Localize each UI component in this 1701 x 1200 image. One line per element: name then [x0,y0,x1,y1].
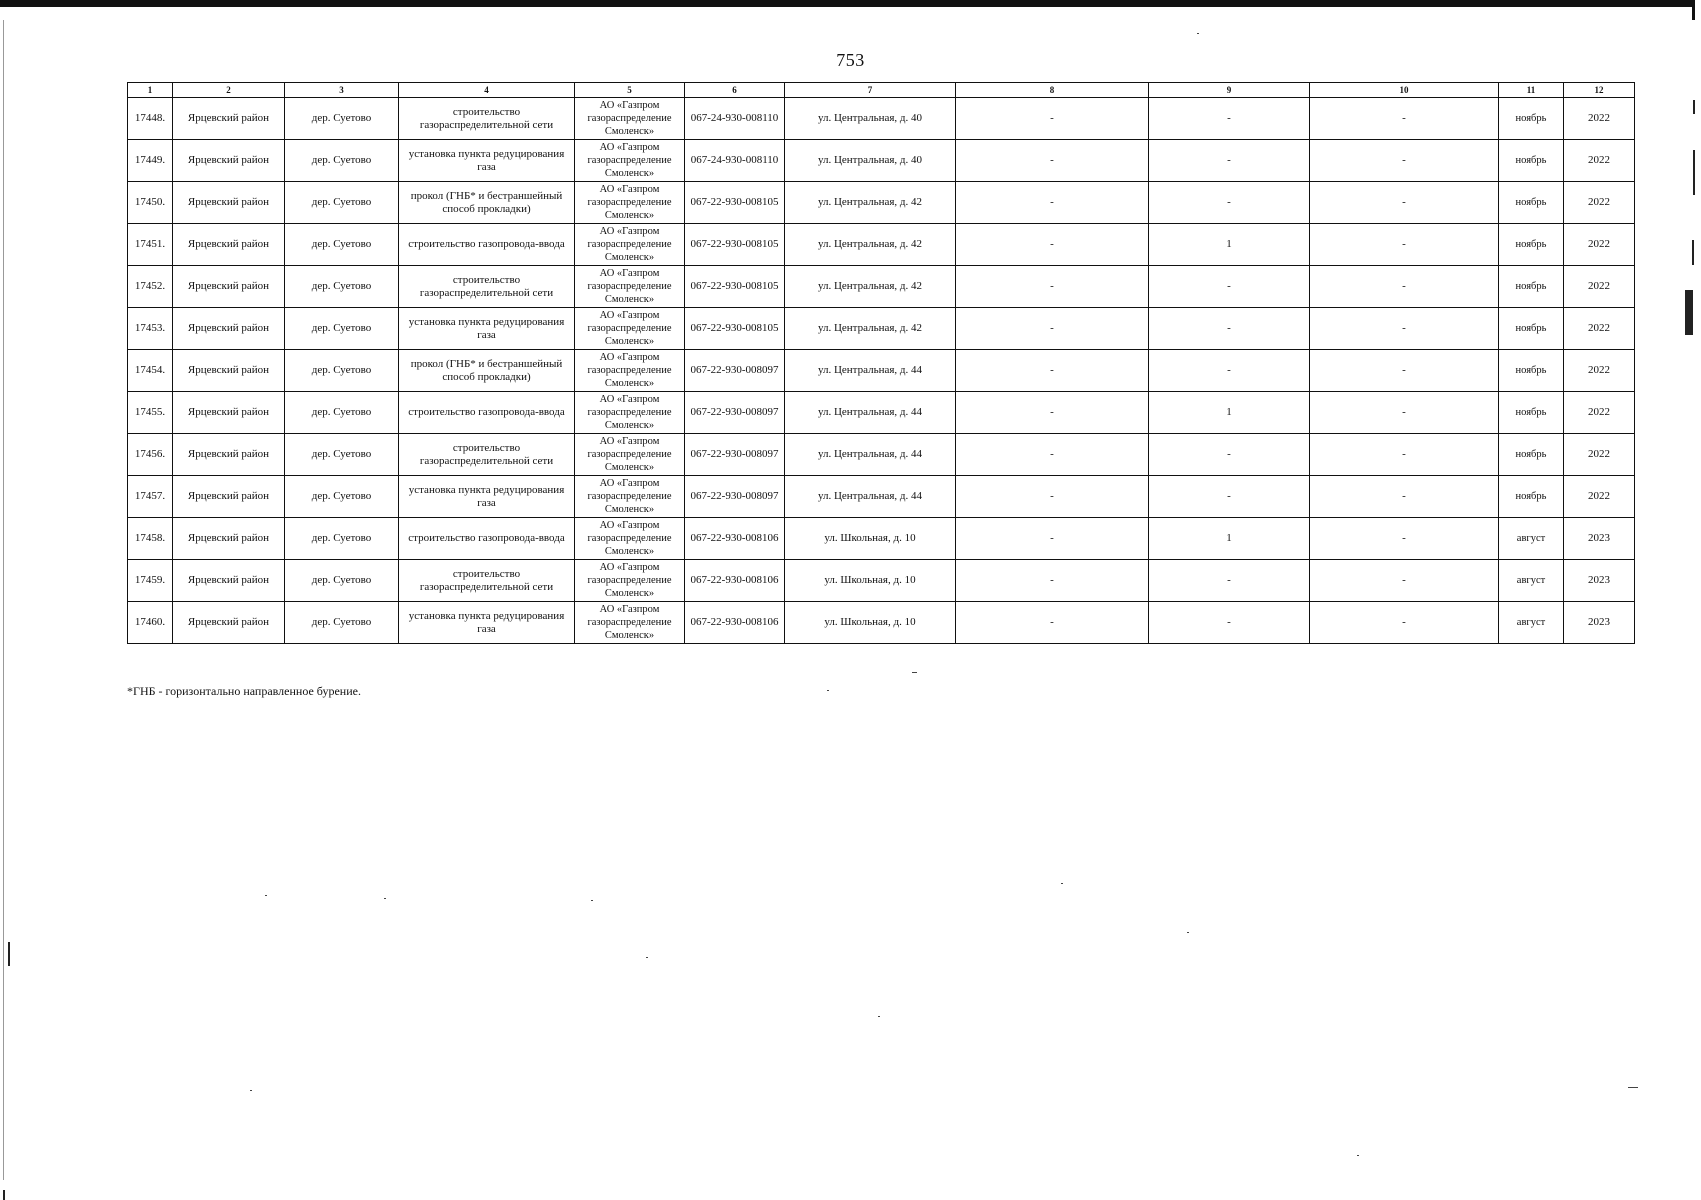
column-number-row [128,83,1635,98]
col9-cell: 1 [1149,224,1310,266]
object-code-cell: 067-22-930-008097 [685,434,785,476]
column-header: 12 [1564,83,1635,98]
col10-cell: - [1310,224,1499,266]
row-number-cell: 17453. [128,308,173,350]
table-row [128,266,1635,308]
col9-cell: - [1149,560,1310,602]
col10-cell: - [1310,182,1499,224]
district-cell: Ярцевский район [173,392,285,434]
table-row [128,518,1635,560]
district-cell: Ярцевский район [173,560,285,602]
work-type-cell: установка пункта редуцирования газа [399,308,575,350]
year-cell: 2023 [1564,602,1635,644]
register-table [127,82,1635,644]
month-cell: ноябрь [1499,224,1564,266]
district-cell: Ярцевский район [173,476,285,518]
column-header: 9 [1149,83,1310,98]
month-cell: ноябрь [1499,392,1564,434]
row-number-cell: 17455. [128,392,173,434]
table-row [128,308,1635,350]
col8-cell: - [956,602,1149,644]
scan-speck [1628,1087,1638,1088]
column-header: 3 [285,83,399,98]
work-type-cell: строительство газораспределительной сети [399,434,575,476]
scan-speck [878,1016,880,1017]
address-cell: ул. Школьная, д. 10 [785,602,956,644]
top-border-rule [0,0,1695,7]
locality-cell: дер. Суетово [285,224,399,266]
organization-cell: АО «Газпром газораспределение Смоленск» [575,518,685,560]
col9-cell: - [1149,266,1310,308]
locality-cell: дер. Суетово [285,182,399,224]
scan-speck [646,957,648,958]
column-header: 4 [399,83,575,98]
organization-cell: АО «Газпром газораспределение Смоленск» [575,392,685,434]
col9-cell: 1 [1149,518,1310,560]
organization-cell: АО «Газпром газораспределение Смоленск» [575,182,685,224]
column-header: 6 [685,83,785,98]
row-number-cell: 17448. [128,98,173,140]
district-cell: Ярцевский район [173,308,285,350]
district-cell: Ярцевский район [173,518,285,560]
column-header: 10 [1310,83,1499,98]
address-cell: ул. Центральная, д. 44 [785,392,956,434]
object-code-cell: 067-22-930-008097 [685,392,785,434]
scan-speck [265,895,267,896]
district-cell: Ярцевский район [173,266,285,308]
year-cell: 2022 [1564,476,1635,518]
col10-cell: - [1310,476,1499,518]
district-cell: Ярцевский район [173,602,285,644]
work-type-cell: прокол (ГНБ* и бестраншейный способ прокладки) [399,350,575,392]
year-cell: 2022 [1564,308,1635,350]
row-number-cell: 17449. [128,140,173,182]
month-cell: август [1499,518,1564,560]
col10-cell: - [1310,266,1499,308]
address-cell: ул. Школьная, д. 10 [785,518,956,560]
col9-cell: - [1149,182,1310,224]
column-header: 5 [575,83,685,98]
col8-cell: - [956,476,1149,518]
work-type-cell: строительство газопровода-ввода [399,518,575,560]
organization-cell: АО «Газпром газораспределение Смоленск» [575,224,685,266]
month-cell: ноябрь [1499,182,1564,224]
locality-cell: дер. Суетово [285,140,399,182]
col9-cell: 1 [1149,392,1310,434]
organization-cell: АО «Газпром газораспределение Смоленск» [575,350,685,392]
row-number-cell: 17451. [128,224,173,266]
column-header: 8 [956,83,1149,98]
object-code-cell: 067-22-930-008106 [685,518,785,560]
col8-cell: - [956,392,1149,434]
col9-cell: - [1149,140,1310,182]
month-cell: ноябрь [1499,308,1564,350]
organization-cell: АО «Газпром газораспределение Смоленск» [575,602,685,644]
col8-cell: - [956,182,1149,224]
column-header: 11 [1499,83,1564,98]
col10-cell: - [1310,308,1499,350]
object-code-cell: 067-24-930-008110 [685,140,785,182]
row-number-cell: 17452. [128,266,173,308]
col8-cell: - [956,98,1149,140]
locality-cell: дер. Суетово [285,434,399,476]
col10-cell: - [1310,140,1499,182]
district-cell: Ярцевский район [173,98,285,140]
col10-cell: - [1310,434,1499,476]
year-cell: 2022 [1564,434,1635,476]
col9-cell: - [1149,602,1310,644]
table-row [128,98,1635,140]
address-cell: ул. Центральная, д. 44 [785,350,956,392]
month-cell: ноябрь [1499,266,1564,308]
year-cell: 2023 [1564,518,1635,560]
address-cell: ул. Школьная, д. 10 [785,560,956,602]
locality-cell: дер. Суетово [285,602,399,644]
address-cell: ул. Центральная, д. 42 [785,182,956,224]
locality-cell: дер. Суетово [285,518,399,560]
month-cell: август [1499,602,1564,644]
col10-cell: - [1310,392,1499,434]
work-type-cell: строительство газораспределительной сети [399,560,575,602]
object-code-cell: 067-22-930-008105 [685,308,785,350]
address-cell: ул. Центральная, д. 44 [785,476,956,518]
district-cell: Ярцевский район [173,224,285,266]
locality-cell: дер. Суетово [285,98,399,140]
locality-cell: дер. Суетово [285,560,399,602]
locality-cell: дер. Суетово [285,476,399,518]
col8-cell: - [956,350,1149,392]
organization-cell: АО «Газпром газораспределение Смоленск» [575,140,685,182]
organization-cell: АО «Газпром газораспределение Смоленск» [575,266,685,308]
address-cell: ул. Центральная, д. 44 [785,434,956,476]
col8-cell: - [956,434,1149,476]
col10-cell: - [1310,602,1499,644]
table-row [128,182,1635,224]
work-type-cell: строительство газопровода-ввода [399,392,575,434]
year-cell: 2023 [1564,560,1635,602]
object-code-cell: 067-22-930-008105 [685,182,785,224]
scan-margin-mark [1685,290,1693,335]
col10-cell: - [1310,98,1499,140]
table-row [128,602,1635,644]
scan-speck [384,898,386,899]
table-row [128,224,1635,266]
scan-speck [591,900,593,901]
scan-speck [1187,932,1189,933]
col8-cell: - [956,308,1149,350]
scan-margin-mark [1692,240,1694,265]
object-code-cell: 067-22-930-008105 [685,224,785,266]
table-row [128,392,1635,434]
col9-cell: - [1149,476,1310,518]
year-cell: 2022 [1564,98,1635,140]
address-cell: ул. Центральная, д. 40 [785,98,956,140]
object-code-cell: 067-22-930-008097 [685,350,785,392]
row-number-cell: 17456. [128,434,173,476]
work-type-cell: прокол (ГНБ* и бестраншейный способ прокладки) [399,182,575,224]
register-table-body [128,83,1635,644]
month-cell: ноябрь [1499,476,1564,518]
column-header: 7 [785,83,956,98]
scan-left-edge [3,20,4,1180]
column-header: 2 [173,83,285,98]
work-type-cell: строительство газораспределительной сети [399,266,575,308]
row-number-cell: 17454. [128,350,173,392]
address-cell: ул. Центральная, д. 42 [785,308,956,350]
col9-cell: - [1149,434,1310,476]
year-cell: 2022 [1564,140,1635,182]
col8-cell: - [956,518,1149,560]
col8-cell: - [956,140,1149,182]
work-type-cell: строительство газораспределительной сети [399,98,575,140]
object-code-cell: 067-22-930-008106 [685,560,785,602]
district-cell: Ярцевский район [173,182,285,224]
locality-cell: дер. Суетово [285,392,399,434]
district-cell: Ярцевский район [173,434,285,476]
work-type-cell: установка пункта редуцирования газа [399,140,575,182]
object-code-cell: 067-22-930-008097 [685,476,785,518]
table-row [128,434,1635,476]
year-cell: 2022 [1564,350,1635,392]
work-type-cell: строительство газопровода-ввода [399,224,575,266]
scan-speck [1197,33,1199,34]
work-type-cell: установка пункта редуцирования газа [399,602,575,644]
district-cell: Ярцевский район [173,140,285,182]
row-number-cell: 17458. [128,518,173,560]
organization-cell: АО «Газпром газораспределение Смоленск» [575,560,685,602]
page-number: 753 [836,50,865,70]
district-cell: Ярцевский район [173,350,285,392]
scan-speck [827,690,829,691]
locality-cell: дер. Суетово [285,266,399,308]
object-code-cell: 067-22-930-008105 [685,266,785,308]
col9-cell: - [1149,350,1310,392]
month-cell: ноябрь [1499,140,1564,182]
address-cell: ул. Центральная, д. 42 [785,224,956,266]
locality-cell: дер. Суетово [285,308,399,350]
organization-cell: АО «Газпром газораспределение Смоленск» [575,308,685,350]
scan-margin-mark [3,1190,5,1200]
scan-speck [250,1090,252,1091]
table-row [128,350,1635,392]
month-cell: август [1499,560,1564,602]
scan-margin-mark [1693,150,1695,195]
address-cell: ул. Центральная, д. 40 [785,140,956,182]
row-number-cell: 17457. [128,476,173,518]
year-cell: 2022 [1564,224,1635,266]
scan-margin-mark [1693,100,1695,114]
object-code-cell: 067-22-930-008106 [685,602,785,644]
footnote: *ГНБ - горизонтально направленное бурение. [127,684,361,698]
organization-cell: АО «Газпром газораспределение Смоленск» [575,476,685,518]
month-cell: ноябрь [1499,98,1564,140]
column-header: 1 [128,83,173,98]
month-cell: ноябрь [1499,434,1564,476]
table-row [128,140,1635,182]
table-row [128,560,1635,602]
col8-cell: - [956,266,1149,308]
year-cell: 2022 [1564,392,1635,434]
col10-cell: - [1310,560,1499,602]
row-number-cell: 17460. [128,602,173,644]
scan-speck [912,672,917,673]
scan-speck [1061,883,1063,884]
address-cell: ул. Центральная, д. 42 [785,266,956,308]
row-number-cell: 17450. [128,182,173,224]
row-number-cell: 17459. [128,560,173,602]
month-cell: ноябрь [1499,350,1564,392]
col9-cell: - [1149,308,1310,350]
table-row [128,476,1635,518]
col8-cell: - [956,560,1149,602]
object-code-cell: 067-24-930-008110 [685,98,785,140]
locality-cell: дер. Суетово [285,350,399,392]
col8-cell: - [956,224,1149,266]
year-cell: 2022 [1564,266,1635,308]
organization-cell: АО «Газпром газораспределение Смоленск» [575,98,685,140]
col10-cell: - [1310,350,1499,392]
top-border-hook [1692,0,1695,20]
organization-cell: АО «Газпром газораспределение Смоленск» [575,434,685,476]
work-type-cell: установка пункта редуцирования газа [399,476,575,518]
year-cell: 2022 [1564,182,1635,224]
col10-cell: - [1310,518,1499,560]
col9-cell: - [1149,98,1310,140]
scan-speck [1357,1155,1359,1156]
scan-margin-mark [8,942,10,966]
